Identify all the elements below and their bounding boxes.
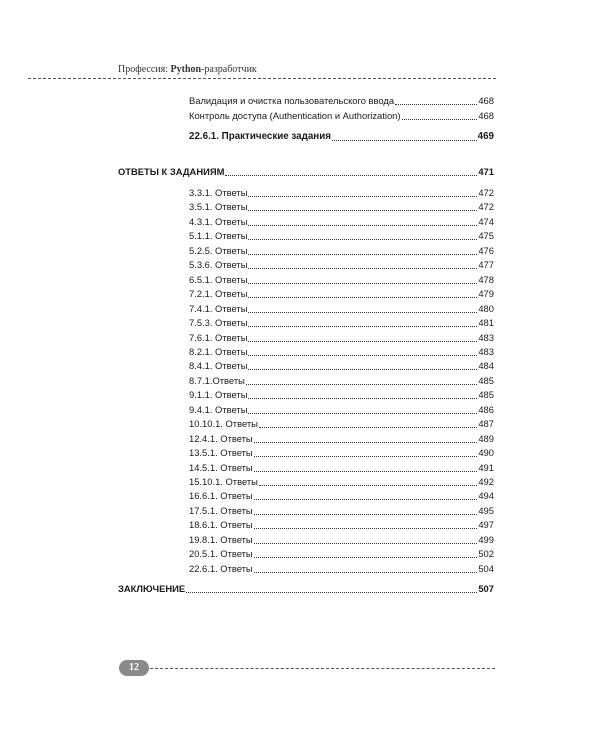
toc-entry-page: 483 xyxy=(478,345,494,357)
toc-entry-title: 8.4.1. Ответы xyxy=(189,360,248,372)
toc-entry-answer[interactable] xyxy=(189,462,494,474)
toc-entry-answer[interactable] xyxy=(189,230,494,242)
dot-leader xyxy=(254,564,478,573)
toc-entry-page: 499 xyxy=(478,533,494,545)
toc-entry-title: 5.2.5. Ответы xyxy=(189,244,248,256)
toc-entry-page: 472 xyxy=(478,201,494,213)
toc-entry-title: 20.5.1. Ответы xyxy=(189,548,253,560)
toc-entry-title: 22.6.1. Практические задания xyxy=(189,131,331,142)
toc-entry-answer[interactable] xyxy=(189,259,494,271)
toc-entry-title: 19.8.1. Ответы xyxy=(189,533,253,545)
dot-leader xyxy=(248,318,477,327)
toc-entry-title: 7.2.1. Ответы xyxy=(189,288,248,300)
toc-entry-page: 490 xyxy=(478,447,494,459)
toc-entry-answer[interactable] xyxy=(189,563,494,575)
dot-leader xyxy=(402,111,478,120)
dot-leader xyxy=(248,217,477,226)
toc-entry-answer[interactable] xyxy=(189,216,494,228)
toc-entry-title: 12.4.1. Ответы xyxy=(189,432,253,444)
header-prefix: Профессия: xyxy=(118,64,171,75)
toc-entry-page: 475 xyxy=(478,230,494,242)
toc-entry-title: 3.3.1. Ответы xyxy=(189,187,248,198)
toc-entry-answer[interactable] xyxy=(189,317,494,329)
toc-entry-title: 17.5.1. Ответы xyxy=(189,504,253,516)
toc-entry-page: 479 xyxy=(478,288,494,300)
toc-entry-page: 485 xyxy=(478,389,494,401)
toc-entry-page: 476 xyxy=(478,244,494,256)
dot-leader xyxy=(246,376,477,385)
toc-entry-title: Контроль доступа (Authentication и Authorization) xyxy=(189,110,401,121)
dot-leader xyxy=(248,304,477,313)
toc-entry-title: 7.6.1. Ответы xyxy=(189,331,248,343)
toc-entry-title: 13.5.1. Ответы xyxy=(189,447,253,459)
dot-leader xyxy=(254,535,478,544)
toc-entry-title: 14.5.1. Ответы xyxy=(189,461,253,473)
toc-entry-title: 9.4.1. Ответы xyxy=(189,403,248,415)
dot-leader xyxy=(248,202,477,211)
dot-leader xyxy=(248,231,477,240)
toc-entry-answer[interactable] xyxy=(189,346,494,358)
toc-entry-page: 497 xyxy=(478,519,494,531)
toc-entry-page: 491 xyxy=(478,461,494,473)
header-divider xyxy=(28,78,496,79)
dot-leader xyxy=(225,167,477,176)
toc-entry-answer[interactable] xyxy=(189,490,494,502)
toc-entry-page: 486 xyxy=(478,403,494,415)
dot-leader xyxy=(248,333,477,342)
dot-leader xyxy=(254,463,478,472)
toc-entry-answer[interactable] xyxy=(189,201,494,213)
toc-entry-title: 5.1.1. Ответы xyxy=(189,230,248,242)
toc-entry-answer[interactable] xyxy=(189,548,494,560)
toc-entry-answer[interactable] xyxy=(189,375,494,387)
toc-entry-page: 484 xyxy=(478,360,494,372)
dot-leader xyxy=(332,132,477,141)
header-bold: Python xyxy=(170,64,202,75)
toc-section-conclusion[interactable] xyxy=(118,583,494,595)
dot-leader xyxy=(259,477,477,486)
toc-entry-answer[interactable] xyxy=(189,245,494,257)
toc-entry-answer[interactable] xyxy=(189,476,494,488)
page-number-badge: 12 xyxy=(119,660,149,676)
dot-leader xyxy=(248,246,477,255)
toc-entry-title: 18.6.1. Ответы xyxy=(189,519,253,531)
toc-section-title: ОТВЕТЫ К ЗАДАНИЯМ xyxy=(118,166,225,177)
dot-leader xyxy=(254,549,478,558)
toc-entry-title: 7.4.1. Ответы xyxy=(189,302,248,314)
toc-entry-answer[interactable] xyxy=(189,332,494,344)
toc-entry-page: 474 xyxy=(478,215,494,227)
dot-leader xyxy=(248,275,477,284)
toc-entry-practice[interactable] xyxy=(189,131,494,143)
toc-entry-answer[interactable] xyxy=(189,389,494,401)
dot-leader xyxy=(254,520,478,529)
dot-leader xyxy=(248,405,477,414)
toc-entry-page: 483 xyxy=(478,331,494,343)
toc-entry-page: 504 xyxy=(478,562,494,574)
dot-leader xyxy=(254,434,478,443)
toc-entry-answer[interactable] xyxy=(189,505,494,517)
toc-entry-page: 502 xyxy=(478,548,494,560)
running-header xyxy=(118,64,257,75)
toc-entry-title: 22.6.1. Ответы xyxy=(189,562,253,574)
toc-entry-page: 472 xyxy=(478,187,494,198)
dot-leader xyxy=(254,506,478,515)
toc-entry-page: 489 xyxy=(478,432,494,444)
toc-entry-title: 3.5.1. Ответы xyxy=(189,201,248,213)
toc-entry-page: 494 xyxy=(478,490,494,502)
dot-leader xyxy=(248,260,477,269)
header-suffix: -разработчик xyxy=(201,64,257,75)
toc-entry-page: 492 xyxy=(478,476,494,487)
toc-entry-page: 469 xyxy=(477,131,494,142)
toc-entry-title: 10.10.1. Ответы xyxy=(189,418,258,430)
toc-entry-answer[interactable] xyxy=(189,534,494,546)
toc-entry-title: 4.3.1. Ответы xyxy=(189,215,248,227)
footer-divider xyxy=(150,668,495,669)
toc-entry-answer[interactable] xyxy=(189,447,494,459)
toc-entry-title: 6.5.1. Ответы xyxy=(189,273,248,285)
toc-section-page: 471 xyxy=(478,166,494,177)
toc-section-answers[interactable] xyxy=(118,166,494,178)
dot-leader xyxy=(395,96,477,105)
toc-entry-title: 7.5.3. Ответы xyxy=(189,317,248,329)
toc-entry-title: 5.3.6. Ответы xyxy=(189,259,248,271)
toc-entry-answer[interactable] xyxy=(189,274,494,286)
toc-entry-page: 468 xyxy=(478,110,494,121)
toc-entry-page: 478 xyxy=(478,273,494,285)
toc-entry-answer[interactable] xyxy=(189,433,494,445)
toc-entry-page: 487 xyxy=(478,418,494,430)
toc-section-page: 507 xyxy=(478,583,494,594)
toc-entry-title: 9.1.1. Ответы xyxy=(189,389,248,401)
toc-entry-page: 480 xyxy=(478,302,494,314)
toc-entry-answer[interactable] xyxy=(189,404,494,416)
toc-entry-page: 481 xyxy=(478,317,494,329)
dot-leader xyxy=(254,491,478,500)
toc-entry-answer[interactable] xyxy=(189,519,494,531)
toc-entry-answer[interactable] xyxy=(189,187,494,199)
toc-entry-title: Валидация и очистка пользовательского ввода xyxy=(189,95,395,106)
toc-entry-answer[interactable] xyxy=(189,418,494,430)
toc-entry-title: 16.6.1. Ответы xyxy=(189,490,253,502)
dot-leader xyxy=(248,188,477,197)
toc-entry-answer[interactable] xyxy=(189,303,494,315)
dot-leader xyxy=(254,448,478,457)
toc-entry-answer[interactable] xyxy=(189,360,494,372)
toc-entry[interactable] xyxy=(189,95,494,107)
dot-leader xyxy=(186,584,477,593)
toc-entry-page: 495 xyxy=(478,504,494,516)
dot-leader xyxy=(248,361,477,370)
dot-leader xyxy=(259,419,477,428)
toc-entry-title: 15.10.1. Ответы xyxy=(189,476,258,487)
toc-entry-page: 485 xyxy=(478,374,494,386)
dot-leader xyxy=(248,347,477,356)
toc-entry[interactable] xyxy=(189,110,494,122)
dot-leader xyxy=(248,390,477,399)
dot-leader xyxy=(248,289,477,298)
toc-entry-title: 8.2.1. Ответы xyxy=(189,345,248,357)
toc-section-title: ЗАКЛЮЧЕНИЕ xyxy=(118,583,186,594)
toc-entry-answer[interactable] xyxy=(189,288,494,300)
toc-entry-page: 477 xyxy=(478,259,494,271)
toc-entry-title: 8.7.1.Ответы xyxy=(189,374,245,386)
toc-entry-page: 468 xyxy=(478,95,494,106)
